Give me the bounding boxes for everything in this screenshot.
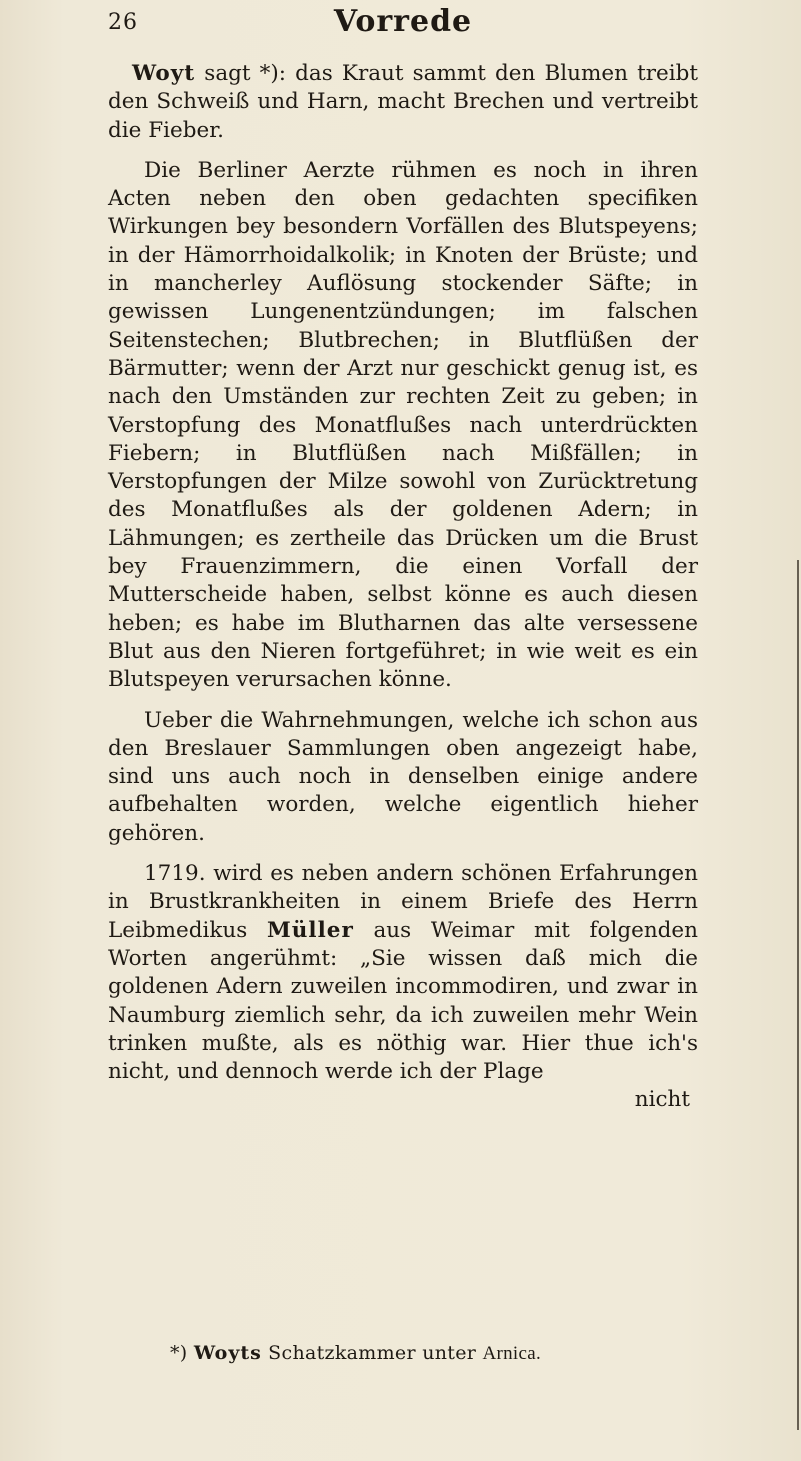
paragraph-1719	[108, 860, 698, 1086]
author-name: Woyt	[132, 61, 196, 86]
page-number: 26	[108, 10, 138, 35]
paragraph-text: 1719. wird es neben andern schönen Erfahrungen in Brustkrankheiten in einem Briefe des Herrn Leibmedikus	[108, 861, 698, 943]
page-edge-line	[797, 560, 799, 1430]
body-text	[108, 60, 698, 1115]
paragraph-text: sagt *): das Kraut sammt den Blumen treibt den Schweiß und Harn, macht Brechen und vertreibt die Fieber.	[108, 61, 698, 143]
running-head: Vorrede	[333, 4, 473, 39]
page-header	[108, 0, 698, 56]
paragraph-text: aus Weimar mit folgenden Worten angerühmt: „Sie wissen daß mich die goldenen Adern zuweilen incommodiren, und zwar in Naumburg ziemlich sehr, da ich zuweilen mehr Wein trinken mußte, als es nöthig war. Hier thue ich's nicht, und dennoch werde ich der Plage	[108, 917, 699, 1085]
paragraph-berlin: Die Berliner Aerzte rühmen es noch in ihren Acten neben den oben gedachten specifiken Wirkungen bey besondern Vorfällen des Blutspeyens; in der Hämorrhoidalkolik; in Knoten der Brüste; und in mancherley Auflösung stockender Säfte; in gewissen Lungenentzündungen; im falschen Seitenstechen; Blutbrechen; in Blutflüßen der Bärmutter; wenn der Arzt nur geschickt genug ist, es nach den Umständen zur rechten Zeit zu geben; in Verstopfung des Monatflußes nach unterdrückten Fiebern; in Blutflüßen nach Mißfällen; in Verstopfungen der Milze sowohl von Zurücktretung des Monatflußes als der goldenen Adern; in Lähmungen; es zertheile das Drücken um die Brust bey Frauenzimmern, die einen Vorfall der Mutterscheide haben, selbst könne es auch diesen heben; es habe im Blutharnen das alte versessene Blut aus den Nieren fortgeführet; in wie weit es ein Blutspeyen verursachen könne.	[108, 157, 698, 693]
footnote-marker: *)	[170, 1342, 188, 1364]
footnote	[170, 1342, 541, 1365]
footnote-text: Schatzkammer unter	[261, 1342, 483, 1364]
person-name: Müller	[267, 917, 354, 943]
catchword: nicht	[634, 1087, 690, 1113]
footnote-author: Woyts	[193, 1342, 262, 1364]
paragraph-breslau: Ueber die Wahrnehmungen, welche ich schon aus den Breslauer Sammlungen oben angezeigt habe, sind uns auch noch in denselben einige andere aufbehalten worden, welche eigentlich hieher gehören.	[108, 707, 698, 846]
paragraph-woyt	[108, 60, 698, 145]
footnote-latin: Arnica.	[482, 1343, 542, 1364]
